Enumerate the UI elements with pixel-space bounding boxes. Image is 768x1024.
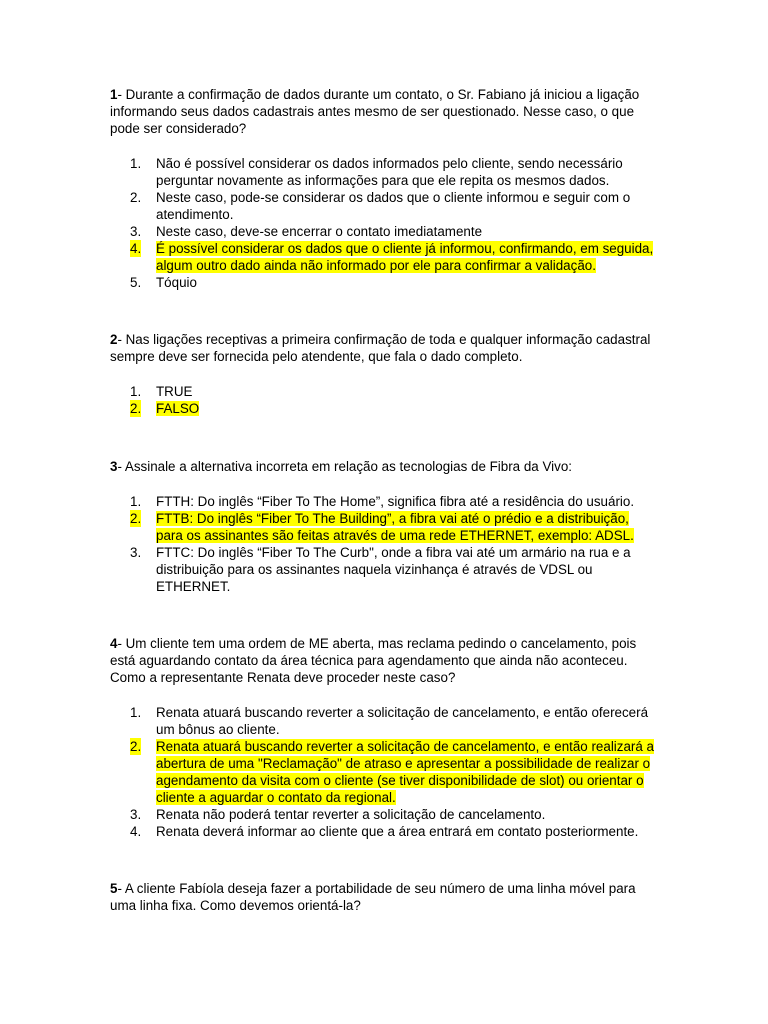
option-number: 5. (130, 275, 142, 290)
option-number: 4. (130, 241, 142, 256)
option-text: Não é possível considerar os dados informados pelo cliente, sendo necessário perguntar novamente as informações para que ele repita os mesmos dados. (156, 156, 623, 188)
option-number: 2. (130, 401, 142, 416)
option-item (110, 383, 655, 400)
option-text: FTTC: Do inglês “Fiber To The Curb", onde a fibra vai até um armário na rua e a distribuição para os assinantes naquela vizinhança é através de VDSL ou ETHERNET. (156, 545, 631, 594)
question-1 (110, 86, 655, 291)
option-text: FALSO (156, 401, 200, 416)
option-number: 1. (130, 384, 142, 399)
option-number: 3. (130, 224, 142, 239)
option-item (110, 806, 655, 823)
question-body: - A cliente Fabíola deseja fazer a portabilidade de seu número de uma linha móvel para uma linha fixa. Como devemos orientá-la? (110, 881, 636, 913)
question-text (110, 880, 655, 914)
option-text: Renata atuará buscando reverter a solicitação de cancelamento, e então realizará a abertura de uma "Reclamação" de atraso e apresentar a possibilidade de realizar o agendamento da visita com o cliente (se tiver disponibilidade de slot) ou orientar o cliente a aguardar o contato da regional. (156, 739, 654, 805)
option-item (110, 189, 655, 223)
question-number: 2 (110, 332, 118, 347)
question-body: - Um cliente tem uma ordem de ME aberta, mas reclama pedindo o cancelamento, pois está aguardando contato da área técnica para agendamento que ainda não aconteceu. Como a representante Renata deve proceder neste caso? (110, 636, 637, 685)
question-body: - Nas ligações receptivas a primeira confirmação de toda e qualquer informação cadastral sempre deve ser fornecida pelo atendente, que fala o dado completo. (110, 332, 651, 364)
option-item (110, 274, 655, 291)
option-item-highlighted (110, 738, 655, 806)
option-number: 3. (130, 807, 142, 822)
option-text: Neste caso, deve-se encerrar o contato imediatamente (156, 224, 483, 239)
option-text: FTTH: Do inglês “Fiber To The Home”, significa fibra até a residência do usuário. (156, 494, 635, 509)
question-text (110, 635, 655, 686)
option-text: Neste caso, pode-se considerar os dados que o cliente informou e seguir com o atendimento. (156, 190, 631, 222)
option-item (110, 155, 655, 189)
question-5 (110, 880, 655, 914)
options-list (110, 493, 655, 595)
option-text: Renata não poderá tentar reverter a solicitação de cancelamento. (156, 807, 546, 822)
question-body: - Durante a confirmação de dados durante um contato, o Sr. Fabiano já iniciou a ligação informando seus dados cadastrais antes mesmo de ser questionado. Nesse caso, o que pode ser considerado? (110, 87, 640, 136)
question-number: 3 (110, 459, 118, 474)
option-text: Renata atuará buscando reverter a solicitação de cancelamento, e então oferecerá um bônus ao cliente. (156, 705, 649, 737)
option-item (110, 704, 655, 738)
options-list (110, 383, 655, 417)
option-number: 2. (130, 739, 142, 754)
option-text: TRUE (156, 384, 193, 399)
options-list (110, 704, 655, 840)
option-item (110, 223, 655, 240)
option-item-highlighted (110, 510, 655, 544)
question-number: 1 (110, 87, 118, 102)
option-item (110, 823, 655, 840)
option-text: FTTB: Do inglês “Fiber To The Building”, a fibra vai até o prédio e a distribuição, para os assinantes são feitas através de uma rede ETHERNET, exemplo: ADSL. (156, 511, 634, 543)
question-text (110, 458, 655, 475)
question-number: 5 (110, 881, 118, 896)
option-number: 4. (130, 824, 142, 839)
option-text: Tóquio (156, 275, 197, 290)
question-2 (110, 331, 655, 417)
option-number: 2. (130, 511, 142, 526)
option-text: Renata deverá informar ao cliente que a área entrará em contato posteriormente. (156, 824, 639, 839)
option-item (110, 544, 655, 595)
question-text (110, 86, 655, 137)
option-text: É possível considerar os dados que o cliente já informou, confirmando, em seguida, algum outro dado ainda não informado por ele para confirmar a validação. (156, 241, 654, 273)
option-number: 1. (130, 494, 142, 509)
option-number: 3. (130, 545, 142, 560)
question-body: - Assinale a alternativa incorreta em relação as tecnologias de Fibra da Vivo: (117, 459, 572, 474)
option-item-highlighted (110, 240, 655, 274)
question-3 (110, 458, 655, 595)
question-4 (110, 635, 655, 840)
question-text (110, 331, 655, 365)
option-item-highlighted (110, 400, 655, 417)
options-list (110, 155, 655, 291)
option-number: 1. (130, 156, 142, 171)
option-number: 2. (130, 190, 142, 205)
question-number: 4 (110, 636, 118, 651)
option-item (110, 493, 655, 510)
option-number: 1. (130, 705, 142, 720)
